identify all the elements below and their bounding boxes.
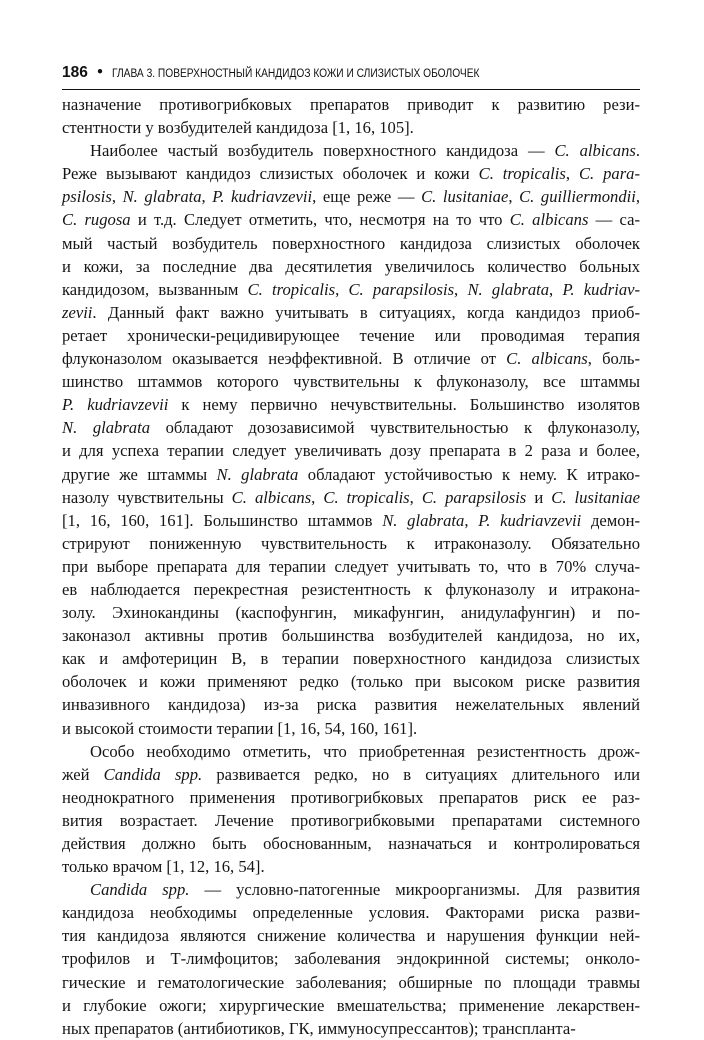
text-line: неоднократного применения противогрибковых препаратов риск ее раз- — [62, 787, 640, 807]
text-line: ретает хронически-рецидивирующее течение или проводимая терапия — [62, 325, 640, 345]
text-line: только врачом [1, 12, 16, 54]. — [62, 857, 265, 877]
paragraph — [62, 93, 640, 139]
text-line: psilosis, N. glabrata, P. kudriavzevii, еще реже — C. lusitaniae, C. guilliermondii, — [62, 187, 641, 207]
text-line: жей Candida spp. развивается редко, но в ситуациях длительного или — [62, 764, 640, 784]
text-line: ев наблюдается перекрестная резистентность к флуконазолу и итракона- — [62, 579, 640, 599]
text-line: и для успеха терапии следует увеличивать дозу препарата в 2 раза и более, — [62, 441, 640, 461]
text-line: стрируют пониженную чувствительность к итраконазолу. Обязательно — [62, 533, 640, 553]
text-line: при выборе препарата для терапии следует учитывать то, что в 70% случа- — [62, 556, 640, 576]
chapter-title: ГЛАВА 3. ПОВЕРХНОСТНЫЙ КАНДИДОЗ КОЖИ И СЛИЗИСТЫХ ОБОЛОЧЕК — [112, 66, 480, 80]
text-line: стентности у возбудителей кандидоза [1, 16, 105]. — [62, 118, 414, 138]
paragraph — [62, 139, 640, 739]
page-number: 186 — [62, 64, 88, 81]
header-bullet: • — [96, 64, 104, 79]
text-line: кандидозом, вызванным C. tropicalis, C. parapsilosis, N. glabrata, P. kudriav- — [62, 279, 641, 299]
text-line: вития возрастает. Лечение противогрибковыми препаратами системного — [62, 810, 640, 830]
text-line: действия должно быть обоснованным, назначаться и контролироваться — [62, 834, 640, 853]
text-line: трофилов и Т-лимфоцитов; заболевания эндокринной системы; онколо- — [62, 949, 640, 969]
paragraph — [62, 740, 640, 879]
text-line: N. glabrata обладают дозозависимой чувствительностью к флуконазолу, — [62, 418, 640, 438]
text-line: zevii. Данный факт важно учитывать в ситуациях, когда кандидоз приоб- — [62, 302, 640, 322]
text-line: и высокой стоимости терапии [1, 16, 54, 160, 161]. — [62, 718, 418, 738]
text-line: шинство штаммов которого чувствительны к флуконазолу, все штаммы — [62, 372, 640, 392]
text-line: C. rugosa и т.д. Следует отметить, что, несмотря на то что C. albicans — са- — [62, 210, 640, 230]
paragraph — [62, 878, 640, 1040]
text-line: кандидоза необходимы определенные условия. Факторами риска разви- — [62, 903, 640, 923]
text-line: оболочек и кожи применяют редко (только при высоком риске развития — [62, 672, 640, 692]
text-line: золу. Эхинокандины (каспофунгин, микафунгин, анидулафунгин) и по- — [62, 603, 640, 623]
running-header — [62, 60, 640, 92]
text-line: назолу чувствительны C. albicans, C. tropicalis, C. parapsilosis и C. lusitaniae — [62, 487, 640, 507]
text-line: ных препаратов (антибиотиков, ГК, иммуносупрессантов); транспланта- — [62, 1018, 576, 1038]
text-line: как и амфотерицин В, в терапии поверхностного кандидоза слизистых — [62, 649, 640, 669]
header-rule — [62, 89, 640, 90]
text-line: мый частый возбудитель поверхностного кандидоза слизистых оболочек — [62, 233, 640, 253]
text-line: Реже вызывают кандидоз слизистых оболочек и кожи C. tropicalis, C. para- — [62, 164, 640, 184]
text-line: назначение противогрибковых препаратов приводит к развитию рези- — [62, 95, 640, 114]
text-line: другие же штаммы N. glabrata обладают устойчивостью к нему. К итрако- — [62, 464, 640, 484]
text-line: законазол активны против большинства возбудителей кандидоза, но их, — [62, 626, 640, 646]
text-line: инвазивного кандидоза) из-за риска развития нежелательных явлений — [62, 695, 640, 715]
text-line: Candida spp. — условно-патогенные микроорганизмы. Для развития — [90, 880, 640, 900]
text-line: гические и гематологические заболевания; обширные по площади травмы — [62, 972, 640, 992]
text-line: [1, 16, 160, 161]. Большинство штаммов N. glabrata, P. kudriavzevii демон- — [62, 510, 640, 530]
text-line: и кожи, за последние два десятилетия увеличилось количество больных — [62, 256, 640, 276]
text-line: Особо необходимо отметить, что приобретенная резистентность дрож- — [90, 741, 640, 761]
text-line: тия кандидоза являются снижение количества и нарушения функции ней- — [62, 926, 640, 946]
body-text — [62, 93, 640, 1040]
text-line: и глубокие ожоги; хирургические вмешательства; применение лекарствен- — [62, 995, 640, 1015]
text-line: Наиболее частый возбудитель поверхностного кандидоза — C. albicans. — [90, 141, 640, 161]
text-line: флуконазолом оказывается неэффективной. В отличие от C. albicans, боль- — [62, 349, 640, 369]
text-line: P. kudriavzevii к нему первично нечувствительны. Большинство изолятов — [62, 395, 640, 415]
